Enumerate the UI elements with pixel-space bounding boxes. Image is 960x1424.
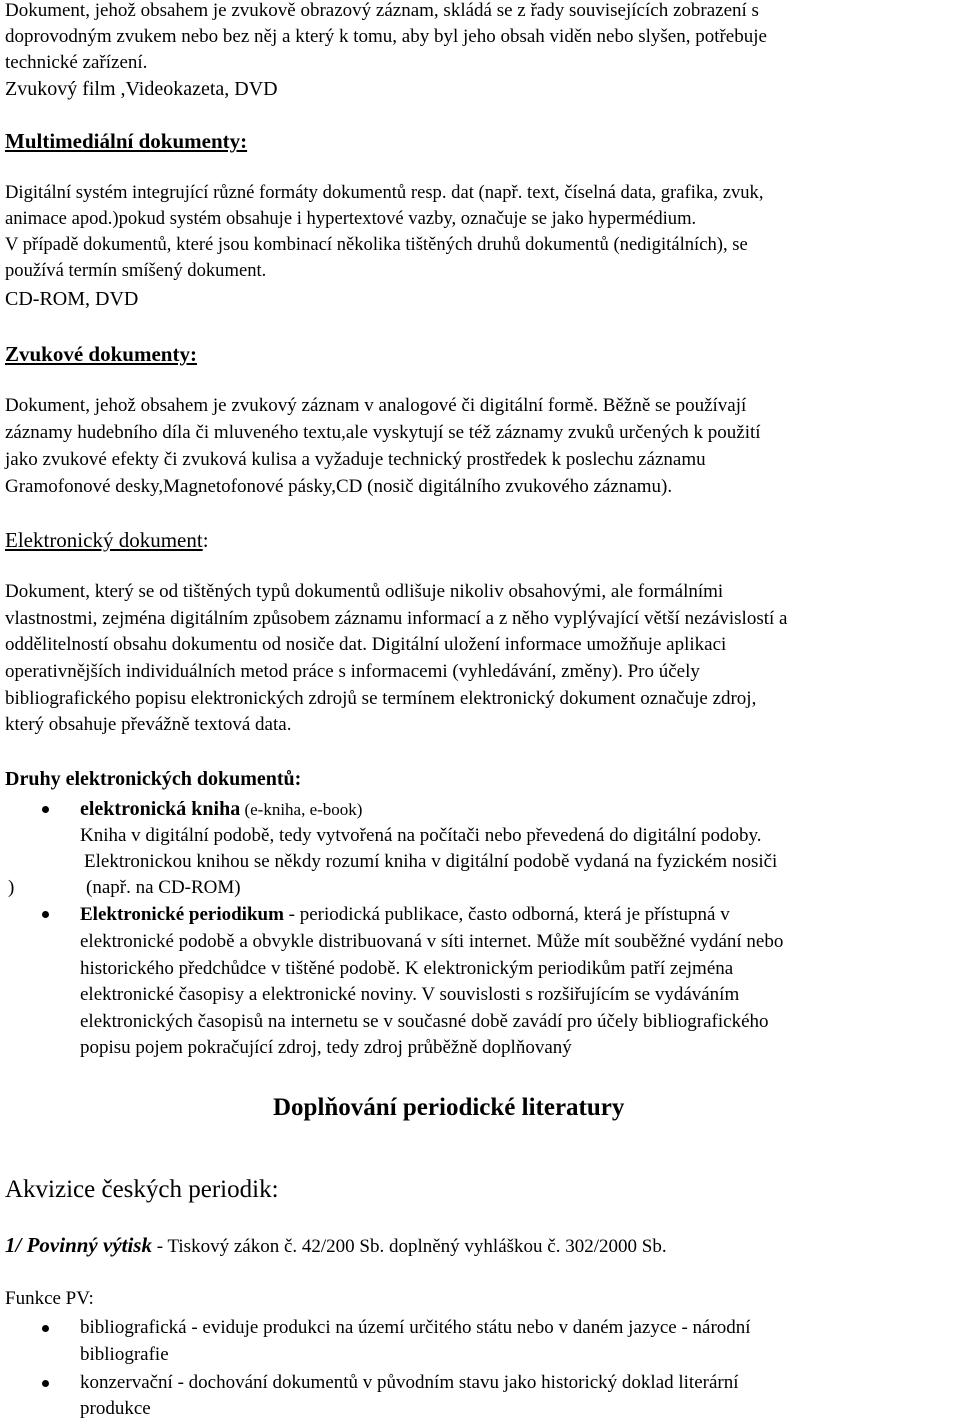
audio-line-2: záznamy hudebního díla či mluveného textu,ale vyskytují se též záznamy zvuků určených k použití	[5, 422, 761, 443]
multimedia-line-4: používá termín smíšený dokument.	[5, 260, 267, 281]
function-1-line-2: bibliografie	[80, 1344, 169, 1365]
multimedia-line-1: Digitální systém integrující různé formáty dokumentů resp. dat (např. text, číselná data, grafika, zvuk,	[5, 182, 764, 203]
ebook-note: (e-kniha, e-book)	[240, 800, 363, 819]
bullet-icon	[42, 1380, 49, 1387]
audio-line-1: Dokument, jehož obsahem je zvukový záznam v analogové či digitální formě. Běžně se používají	[5, 395, 747, 416]
bullet-icon	[42, 911, 49, 918]
function-1-line-1: bibliografická - eviduje produkci na území určitého státu nebo v daném jazyce - národní	[80, 1317, 751, 1338]
audio-line-3: jako zvukové efekty či zvuková kulisa a vyžaduje technický prostředek k poslechu záznamu	[5, 449, 706, 470]
function-2-line-2: produkce	[80, 1398, 151, 1419]
ebook-line-3: (např. na CD-ROM)	[86, 877, 241, 898]
periodical-line-2: elektronické podobě a obvykle distribuovaná v síti internet. Může mít souběžné vydání nebo	[80, 931, 784, 952]
periodical-line-1: - periodická publikace, často odborná, která je přístupná v	[283, 904, 730, 925]
bullet-icon	[42, 806, 49, 813]
ebook-line-2: Elektronickou knihou se někdy rozumí kniha v digitální podobě vydaná na fyzickém nosiči	[84, 851, 778, 872]
audiovisual-line-1: Dokument, jehož obsahem je zvukově obrazový záznam, skládá se z řady souvisejících zobrazení s	[5, 0, 759, 21]
electronic-line-3: oddělitelností obsahu dokumentu od nosiče dat. Digitální uložení informace umožňuje aplikaci	[5, 634, 727, 655]
periodical-title-row	[80, 902, 730, 928]
acquisition-title: Akvizice českých periodik:	[5, 1176, 279, 1203]
legal-label: 1/ Povinný výtisk	[5, 1233, 152, 1257]
audiovisual-line-2: doprovodným zvukem nebo bez něj a který k tomu, aby byl jeho obsah viděn nebo slyšen, potřebuje	[5, 26, 767, 47]
audiovisual-line-3: technické zařízení.	[5, 52, 148, 73]
electronic-line-5: bibliografického popisu elektronických zdrojů se termínem elektronický dokument označuje zdroj,	[5, 688, 757, 709]
periodical-line-4: elektronické časopisy a elektronické noviny. V souvislosti s rozšiřujícím se vydáváním	[80, 984, 740, 1005]
legal-row	[5, 1232, 667, 1260]
audio-heading: Zvukové dokumenty:	[5, 342, 197, 366]
electronic-heading: Elektronický dokument	[5, 528, 203, 552]
electronic-heading-colon: :	[202, 528, 209, 552]
types-heading: Druhy elektronických dokumentů:	[5, 768, 302, 790]
ebook-title-row	[80, 796, 362, 823]
ebook-title: elektronická kniha	[80, 798, 241, 820]
ebook-line-1: Kniha v digitální podobě, tedy vytvořená na počítači nebo převedená do digitální podoby.	[80, 825, 762, 846]
multimedia-heading: Multimediální dokumenty:	[5, 129, 248, 153]
periodical-line-3: historického předchůdce v tištěné podobě. K elektronickým periodikům patří zejména	[80, 958, 734, 979]
electronic-heading-row	[5, 526, 209, 554]
electronic-line-6: který obsahuje převážně textová data.	[5, 714, 292, 735]
audio-line-4: Gramofonové desky,Magnetofonové pásky,CD (nosič digitálního zvukového záznamu).	[5, 476, 673, 497]
legal-text: - Tiskový zákon č. 42/200 Sb. doplněný vyhláškou č. 302/2000 Sb.	[151, 1236, 667, 1257]
periodical-title: Elektronické periodikum	[80, 904, 284, 925]
function-2-line-1: konzervační - dochování dokumentů v původním stavu jako historický doklad literární	[80, 1372, 739, 1393]
periodical-line-5: elektronických časopisů na internetu se v současné době zavádí pro účely bibliografického	[80, 1011, 769, 1032]
multimedia-examples: CD-ROM, DVD	[5, 288, 139, 310]
ebook-paren: )	[8, 877, 15, 898]
audiovisual-examples: Zvukový film ,Videokazeta, DVD	[5, 78, 278, 100]
multimedia-line-2: animace apod.)pokud systém obsahuje i hypertextové vazby, označuje se jako hypermédium.	[5, 208, 697, 229]
electronic-line-2: vlastnostmi, zejména digitálním způsobem záznamu informací a z něho vyplývající větší nezávislostí a	[5, 608, 788, 629]
electronic-line-1: Dokument, který se od tištěných typů dokumentů odlišuje nikoliv obsahovými, ale formálními	[5, 581, 724, 602]
electronic-line-4: operativnějších individuálních metod práce s informacemi (vyhledávání, změny). Pro účely	[5, 661, 700, 682]
section-title: Doplňování periodické literatury	[273, 1094, 625, 1121]
bullet-icon	[42, 1325, 49, 1332]
functions-heading: Funkce PV:	[5, 1288, 94, 1309]
multimedia-line-3: V případě dokumentů, které jsou kombinací několika tištěných druhů dokumentů (nedigitálních), se	[5, 234, 748, 255]
periodical-line-6: popisu pojem pokračující zdroj, tedy zdroj průběžně doplňovaný	[80, 1037, 572, 1058]
